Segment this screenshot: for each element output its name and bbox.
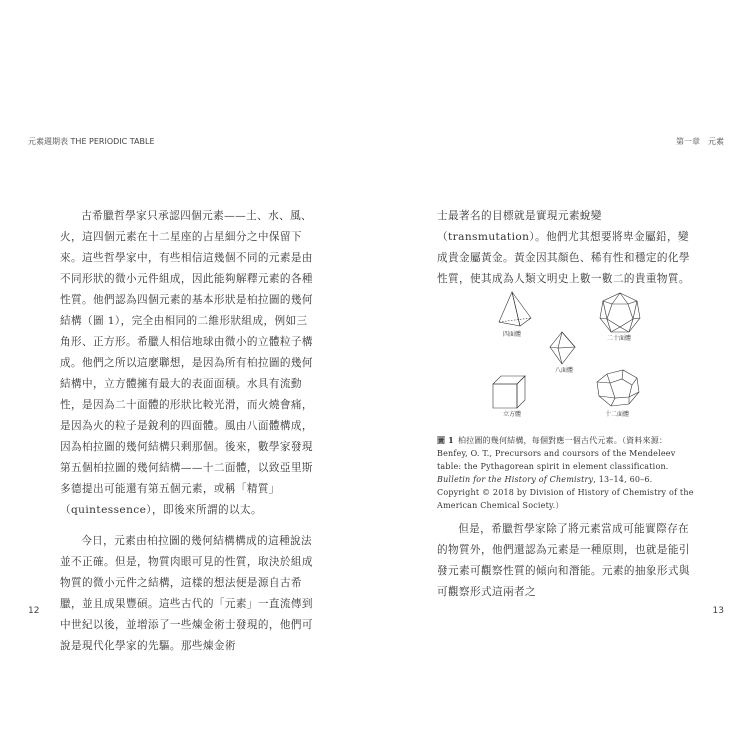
tetrahedron-label: 四面體	[503, 331, 522, 338]
octahedron-label: 八面體	[555, 367, 574, 374]
page-number-left: 12	[28, 606, 40, 616]
running-header-right: 第一章 元素	[676, 137, 724, 146]
caption-journal: Bulletin for the History of Chemistry	[437, 475, 594, 484]
figure-caption	[437, 434, 697, 512]
cube-label: 立方體	[503, 411, 522, 418]
right-page-text-top	[437, 206, 692, 290]
dodecahedron-label: 十二面體	[605, 411, 630, 418]
paragraph: 古希臘哲學家只承認四個元素——土、水、風、火，這四個元素在十二星座的占星細分之中保留下來。這些哲學家中，有些相信這幾個不同的元素是由不同形狀的微小元件組成，因此能夠解釋元素的各種性質。他們認為四個元素的基本形狀是柏拉圖的幾何結構（圖 1），完全由相同的二維形狀組成，例如三角形、正方形。希臘人相信地球由微小的立體粒子構成。他們之所以這麼聯想，是因為所有柏拉圖的幾何結構中，立方體擁有最大的表面面積。水具有流動性，是因為二十面體的形狀比較光滑，而火燒會痛，是因為火的粒子是銳利的四面體。風由八面體構成，因為柏拉圖的幾何結構只剩那個。後來，數學家發現第五個柏拉圖的幾何結構——十二面體，以致亞里斯多德提出可能還有第五個元素，或稱「精質」（quintessence），即後來所謂的以太。	[60, 210, 313, 516]
paragraph: 今日，元素由柏拉圖的幾何結構構成的這種說法並不正確。但是，物質肉眼可見的性質，取決於組成物質的微小元件之結構，這樣的想法便是源自古希臘，並且成果豐碩。這些古代的「元素」一直流傳到中世紀以後，並增添了一些煉金術士發現的，他們可說是現代化學家的先驅。那些煉金術	[60, 535, 313, 652]
paragraph: 但是，希臘哲學家除了將元素當成可能實際存在的物質外，他們還認為元素是一種原則，也就是能引發元素可觀察性質的傾向和潛能。元素的抽象形式與可觀察形式這兩者之	[437, 523, 690, 598]
tetrahedron-shape	[499, 292, 531, 326]
dodecahedron-shape	[597, 370, 639, 406]
cube-shape	[493, 376, 525, 408]
icosahedron-shape	[600, 293, 640, 332]
octahedron-shape	[550, 332, 575, 364]
paragraph: 士最著名的目標就是實現元素蛻變（transmutation）。他們尤其想要將卑金屬鉛，變成貴金屬黃金。黃金因其顏色、稀有性和穩定的化學性質，使其成為人類文明史上數一數二的貴重物質。	[437, 210, 690, 285]
caption-source: Benfey, O. T., Precursors and coursors of the Mendeleev table: the Pythagorean spirit in element classification.	[437, 449, 676, 471]
caption-title: 柏拉圖的幾何結構，每個對應一個古代元素。（資料來源：	[457, 436, 668, 445]
icosahedron-label: 二十面體	[607, 335, 632, 342]
figure-number: 圖 1	[437, 435, 454, 445]
left-page-text	[60, 206, 316, 657]
running-header-left: 元素週期表 THE PERIODIC TABLE	[28, 137, 155, 146]
platonic-solids-figure	[487, 292, 657, 418]
caption-details: , 13–14, 60–6. Copyright © 2018 by Division of History of Chemistry of the American Chemical Society.）	[437, 475, 694, 510]
page-number-right: 13	[712, 606, 724, 616]
right-page-text-bottom	[437, 519, 692, 603]
